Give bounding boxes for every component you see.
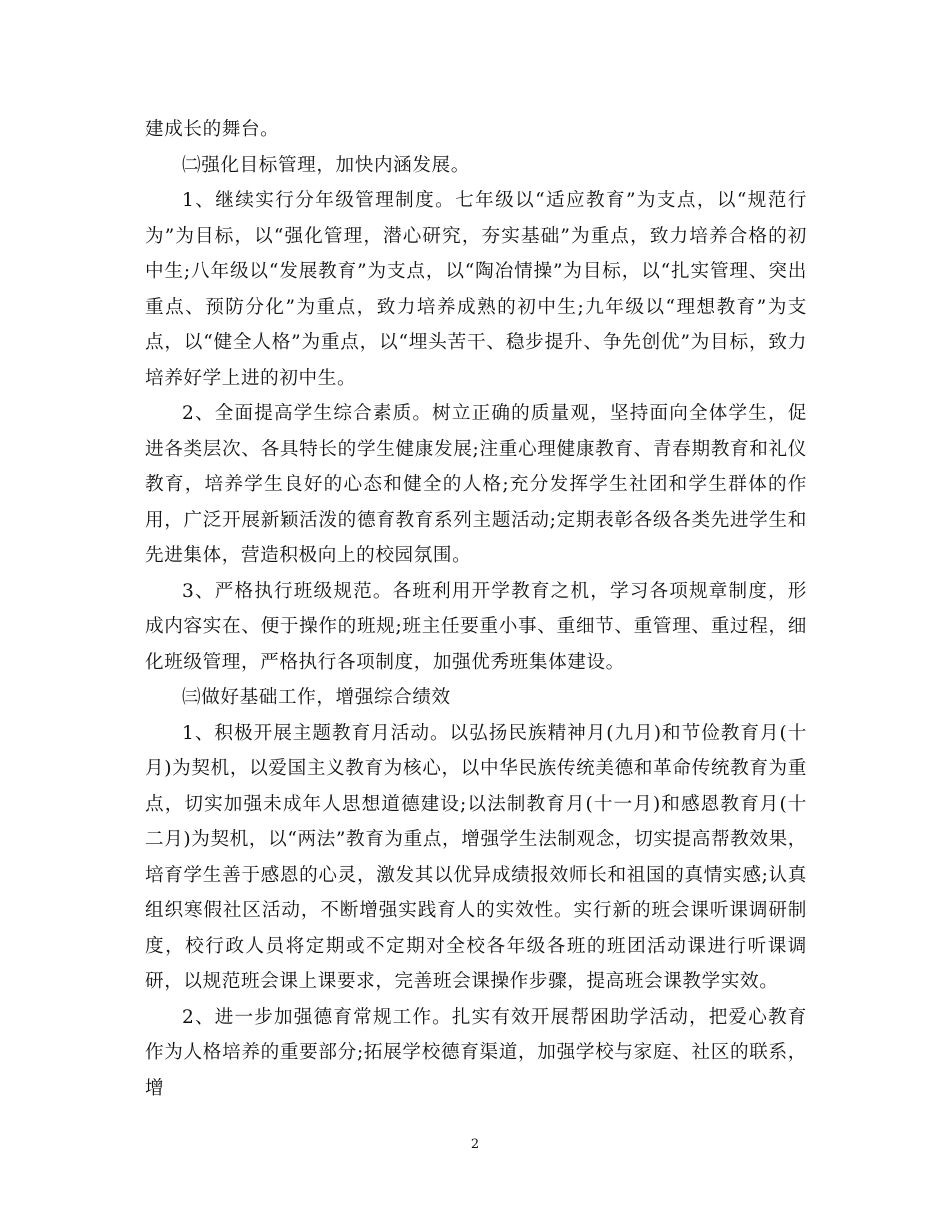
paragraph-routine-work: 2、进一步加强德育常规工作。扎实有效开展帮困助学活动，把爱心教育作为人格培养的重要部分;拓展学校德育渠道，加强学校与家庭、社区的联系，增 [145, 1006, 807, 1099]
document-body [145, 112, 807, 1106]
paragraph-1: 建成长的舞台。 [145, 119, 280, 140]
section-heading-2: ㈡强化目标管理，加快内涵发展。 [182, 154, 470, 176]
paragraph-grade-management: 1、继续实行分年级管理制度。七年级以“适应教育”为支点，以“规范行为”为目标，以“强化管理，潜心研究，夯实基础”为重点，致力培养合格的初中生;八年级以“发展教育”为支点，以“陶冶情操”为目标，以“扎实管理、突出重点、预防分化”为重点，致力培养成熟的初中生;九年级以“理想教育”为支点，以“健全人格”为重点，以“埋头苦干、稳步提升、争先创优”为目标，致力培养好学上进的初中生。 [145, 190, 807, 389]
page-number: 2 [470, 1137, 480, 1152]
paragraph-student-quality: 2、全面提高学生综合素质。树立正确的质量观，坚持面向全体学生，促进各类层次、各具特长的学生健康发展;注重心理健康教育、青春期教育和礼仪教育，培养学生良好的心态和健全的人格;充分发挥学生社团和学生群体的作用，广泛开展新颖活泼的德育教育系列主题活动;定期表彰各级各类先进学生和先进集体，营造积极向上的校园氛围。 [145, 403, 807, 566]
paragraph-class-rules: 3、严格执行班级规范。各班利用开学教育之机，学习各项规章制度，形成内容实在、便于操作的班规;班主任要重小事、重细节、重管理、重过程，细化班级管理，严格执行各项制度，加强优秀班集体建设。 [145, 580, 807, 673]
section-heading-3: ㈢做好基础工作，增强综合绩效 [182, 687, 451, 708]
paragraph-theme-months: 1、积极开展主题教育月活动。以弘扬民族精神月(九月)和节俭教育月(十月)为契机，以爱国主义教育为核心，以中华民族传统美德和革命传统教育为重点，切实加强未成年人思想道德建设;以法制教育月(十一月)和感恩教育月(十二月)为契机，以“两法”教育为重点，增强学生法制观念，切实提高帮教效果，培育学生善于感恩的心灵，激发其以优异成绩报效师长和祖国的真情实感;认真组织寒假社区活动，不断增强实践育人的实效性。实行新的班会课听课调研制度，校行政人员将定期或不定期对全校各年级各班的班团活动课进行听课调研，以规范班会课上课要求，完善班会课操作步骤，提高班会课教学实效。 [145, 722, 807, 992]
